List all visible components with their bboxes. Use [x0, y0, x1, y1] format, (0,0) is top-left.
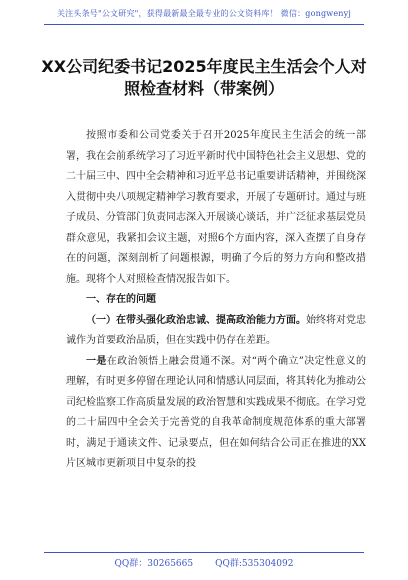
- footer-qq-group-1: QQ群：30265665: [114, 559, 194, 569]
- footer-divider: [44, 552, 364, 553]
- point-paragraph: [66, 352, 366, 475]
- footer-contacts: [0, 556, 408, 569]
- subsection-label: （一）在带头强化政治忠诚、提高政治能力方面。: [86, 314, 306, 326]
- subsection-text: 始终将对党忠诚作为首要政治品质，但在实践中仍存在差距。: [66, 314, 366, 346]
- footer-qq-group-2: QQ群:535304092: [215, 559, 294, 569]
- header-divider: [44, 24, 364, 25]
- document-body: [66, 126, 366, 475]
- section-heading-problems: 一、存在的问题: [86, 294, 156, 305]
- intro-paragraph: 按照市委和公司党委关于召开2025年度民主生活会的统一部署，我在会前系统学习了习近平新时代中国特色社会主义思想、党的二十届三中、四中全会精神和习近平总书记重要讲话精神，并围绕深入贯彻中央八项规定精神学习教育要求，开展了专题研讨。通过与班子成员、分管部门负责同志深入开展谈心谈话，并广泛征求基层党员群众意见，我紧扣会议主题，对照6个方面内容，深入查摆了自身存在的问题，深刻剖析了问题根源，明确了今后的努力方向和整改措施。现将个人对照检查情况报告如下。: [66, 130, 366, 285]
- header-promo-note: 关注头条号"公文研究"，获得最新最全最专业的公文资料库！ 微信：gongwenyj: [56, 9, 352, 18]
- point-label: 一是: [86, 355, 107, 367]
- subsection-paragraph: [66, 311, 366, 352]
- point-text: 在政治领悟上融会贯通不深。对“两个确立”决定性意义的理解，有时更多停留在理论认同和情感认同层面，将其转化为推动公司纪检监察工作高质量发展的政治智慧和实践成果不彻底。在学习党的二十届四中全会关于完善党的自我革命制度规范体系的重大部署时，满足于通读文件、记录要点，但在如何结合公司正在推进的XX片区城市更新项目中复杂的投: [66, 355, 367, 469]
- document-title: XX公司纪委书记2025年度民主生活会个人对照检查材料（带案例）: [41, 57, 367, 98]
